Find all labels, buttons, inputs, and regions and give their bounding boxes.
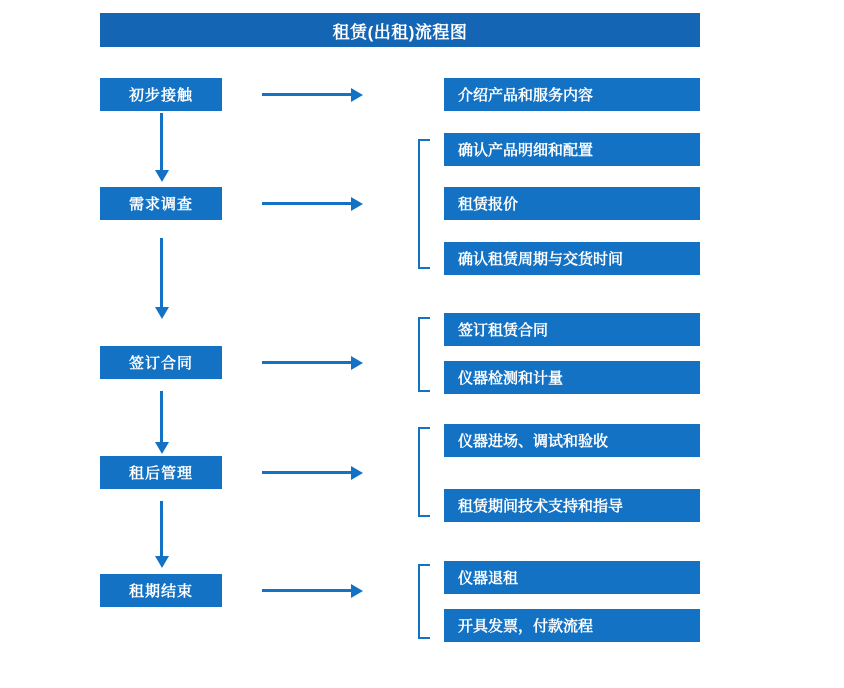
detail-box-3-1[interactable] <box>444 313 700 346</box>
stage-label-1: 初步接触 <box>128 87 193 104</box>
stage-box-4[interactable] <box>100 456 222 489</box>
detail-box-2-2[interactable] <box>444 187 700 220</box>
detail-label-4-1: 仪器进场、调试和验收 <box>458 433 609 450</box>
bracket-stage-5 <box>418 564 430 639</box>
detail-label-3-1: 签订租赁合同 <box>458 322 549 339</box>
detail-box-4-1[interactable] <box>444 424 700 457</box>
arrow-stage-1-to-details <box>262 93 352 96</box>
detail-box-3-2[interactable] <box>444 361 700 394</box>
arrow-stage-3-to-stage-4 <box>160 391 163 443</box>
detail-label-4-2: 租赁期间技术支持和指导 <box>458 498 624 515</box>
detail-box-1-1[interactable] <box>444 78 700 111</box>
detail-label-2-3: 确认租赁周期与交货时间 <box>458 251 624 268</box>
bracket-stage-4 <box>418 427 430 517</box>
detail-label-5-1: 仪器退租 <box>458 570 519 587</box>
detail-box-2-3[interactable] <box>444 242 700 275</box>
arrow-stage-2-to-details <box>262 202 352 205</box>
arrow-stage-3-to-details <box>262 361 352 364</box>
arrow-stage-1-to-stage-2 <box>160 113 163 171</box>
arrow-stage-2-to-stage-3 <box>160 238 163 308</box>
stage-box-3[interactable] <box>100 346 222 379</box>
bracket-stage-2 <box>418 139 430 269</box>
detail-label-2-2: 租赁报价 <box>458 196 519 213</box>
stage-box-1[interactable] <box>100 78 222 111</box>
stage-label-3: 签订合同 <box>128 355 193 372</box>
stage-box-2[interactable] <box>100 187 222 220</box>
stage-label-5: 租期结束 <box>128 583 193 600</box>
arrow-stage-5-to-details <box>262 589 352 592</box>
detail-box-5-1[interactable] <box>444 561 700 594</box>
detail-label-5-2: 开具发票，付款流程 <box>458 618 594 635</box>
detail-box-5-2[interactable] <box>444 609 700 642</box>
detail-label-2-1: 确认产品明细和配置 <box>458 142 594 159</box>
stage-box-5[interactable] <box>100 574 222 607</box>
stage-label-2: 需求调查 <box>128 196 193 213</box>
stage-label-4: 租后管理 <box>128 465 193 482</box>
detail-label-1-1: 介绍产品和服务内容 <box>458 87 594 104</box>
page-title: 租赁(出租)流程图 <box>100 13 700 47</box>
detail-label-3-2: 仪器检测和计量 <box>458 370 564 387</box>
bracket-stage-3 <box>418 317 430 392</box>
arrow-stage-4-to-details <box>262 471 352 474</box>
detail-box-2-1[interactable] <box>444 133 700 166</box>
detail-box-4-2[interactable] <box>444 489 700 522</box>
arrow-stage-4-to-stage-5 <box>160 501 163 557</box>
